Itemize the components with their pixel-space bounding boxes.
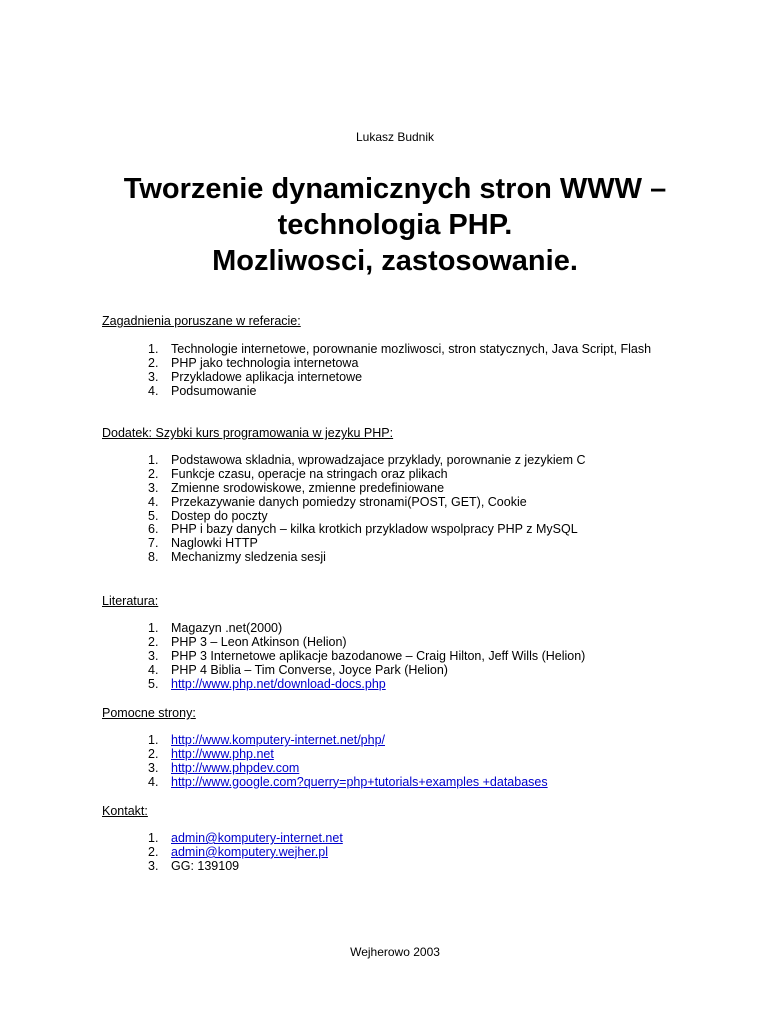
list-number: 3. bbox=[148, 369, 159, 384]
list-number: 4. bbox=[148, 383, 159, 398]
list-number: 6. bbox=[148, 522, 159, 537]
list-number: 2. bbox=[148, 634, 159, 649]
list-text: Podstawowa skladnia, wprowadzajace przyklady, porownanie z jezykiem C bbox=[171, 453, 586, 467]
author-name: Lukasz Budnik bbox=[355, 130, 435, 144]
list-number: 3. bbox=[148, 858, 159, 873]
list-number: 1. bbox=[148, 733, 159, 747]
title-line-3: Mozliwosci, zastosowanie. bbox=[212, 245, 578, 277]
google-search-link[interactable]: http://www.google.com?querry=php+tutorials+examples +databases bbox=[171, 774, 548, 789]
gg-number: GG: 139109 bbox=[171, 858, 240, 873]
list-number: 8. bbox=[148, 550, 159, 565]
section-heading-appendix: Dodatek: Szybki kurs programowania w jezyku PHP: bbox=[102, 426, 394, 440]
footer-place-date: Wejherowo 2003 bbox=[350, 945, 440, 959]
list-number: 1. bbox=[148, 453, 159, 467]
section-heading-helpful-sites: Pomocne strony: bbox=[102, 706, 196, 720]
list-text: PHP 4 Biblia – Tim Converse, Joyce Park (Helion) bbox=[171, 662, 448, 677]
list-number: 2. bbox=[148, 844, 159, 859]
email-link-wejher[interactable]: admin@komputery.wejher.pl bbox=[171, 844, 328, 859]
list-number: 1. bbox=[148, 621, 159, 635]
list-number: 3. bbox=[148, 648, 159, 663]
document-title bbox=[0, 171, 768, 279]
list-number: 3. bbox=[148, 480, 159, 495]
php-net-link[interactable]: http://www.php.net bbox=[171, 746, 274, 761]
phpdev-link[interactable]: http://www.phpdev.com bbox=[171, 760, 300, 775]
list-number: 1. bbox=[148, 831, 159, 845]
list-text: Magazyn .net(2000) bbox=[171, 621, 283, 635]
list-number: 4. bbox=[148, 774, 159, 789]
list-number: 4. bbox=[148, 494, 159, 509]
list-text: Mechanizmy sledzenia sesji bbox=[171, 550, 326, 565]
list-number: 2. bbox=[148, 746, 159, 761]
list-text: Funkcje czasu, operacje na stringach oraz plikach bbox=[171, 466, 448, 481]
section-heading-contact: Kontakt: bbox=[102, 804, 148, 818]
komputery-internet-link[interactable]: http://www.komputery-internet.net/php/ bbox=[171, 733, 385, 747]
list-number: 2. bbox=[148, 355, 159, 370]
list-number: 5. bbox=[148, 676, 159, 691]
list-text: PHP i bazy danych – kilka krotkich przykladow wspolpracy PHP z MySQL bbox=[171, 522, 578, 537]
list-text: Przekazywanie danych pomiedzy stronami(POST, GET), Cookie bbox=[171, 494, 527, 509]
list-number: 1. bbox=[148, 342, 159, 356]
section-heading-topics: Zagadnienia poruszane w referacie: bbox=[102, 314, 301, 328]
title-line-1: Tworzenie dynamicznych stron WWW – bbox=[123, 173, 667, 205]
list-number: 7. bbox=[148, 536, 159, 551]
list-text: PHP jako technologia internetowa bbox=[171, 355, 359, 370]
list-text: Podsumowanie bbox=[171, 383, 257, 398]
list-number: 4. bbox=[148, 662, 159, 677]
section-heading-literature: Literatura: bbox=[102, 594, 159, 608]
list-text: Przykladowe aplikacja internetowe bbox=[171, 369, 363, 384]
title-line-2: technologia PHP. bbox=[277, 209, 513, 241]
list-text: PHP 3 Internetowe aplikacje bazodanowe – Craig Hilton, Jeff Wills (Helion) bbox=[171, 648, 586, 663]
php-docs-link[interactable]: http://www.php.net/download-docs.php bbox=[171, 676, 386, 691]
list-number: 3. bbox=[148, 760, 159, 775]
list-text: PHP 3 – Leon Atkinson (Helion) bbox=[171, 634, 347, 649]
list-text: Technologie internetowe, porownanie mozliwosci, stron statycznych, Java Script, Flash bbox=[171, 342, 652, 356]
email-link-internet[interactable]: admin@komputery-internet.net bbox=[171, 831, 343, 845]
list-number: 5. bbox=[148, 508, 159, 523]
list-text: Dostep do poczty bbox=[171, 508, 268, 523]
list-text: Zmienne srodowiskowe, zmienne predefiniowane bbox=[171, 480, 445, 495]
list-number: 2. bbox=[148, 466, 159, 481]
list-text: Naglowki HTTP bbox=[171, 536, 258, 551]
